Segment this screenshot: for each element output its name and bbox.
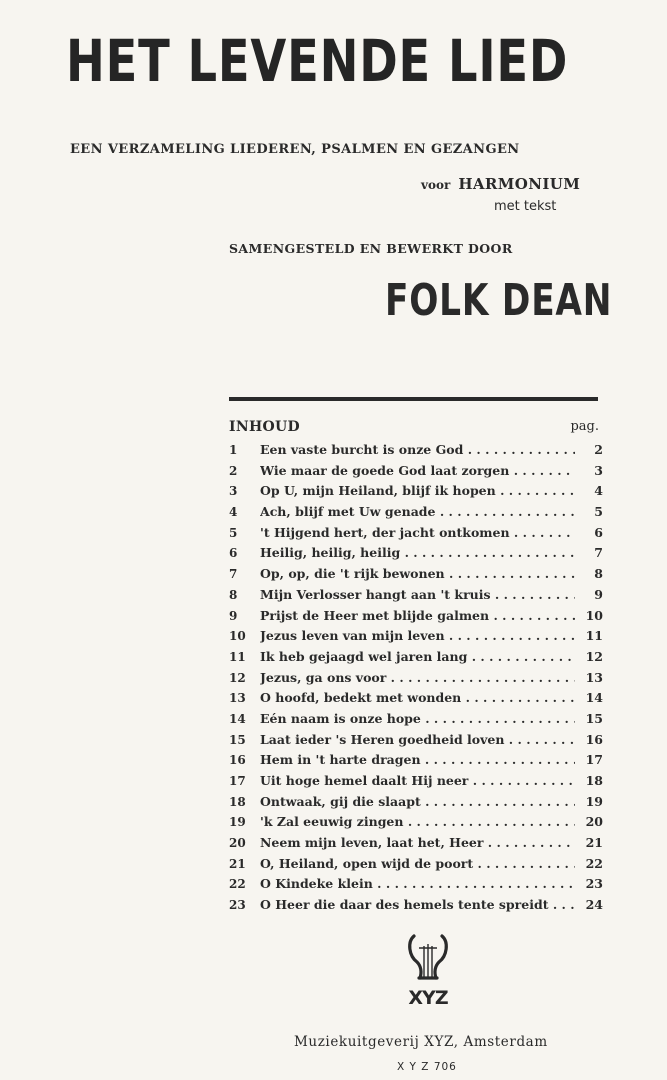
toc-item-title: Op, op, die 't rijk bewonen . . . — [260, 566, 575, 581]
toc-item-number: 22 — [229, 877, 246, 892]
compiled-by-label: SAMENGESTELD EN BEWERKT DOOR — [229, 241, 513, 256]
toc-item-title: O Heer die daar des hemels tente spreidt . . . — [260, 897, 575, 912]
toc-item-title: O Kindeke klein . . . — [260, 876, 575, 891]
toc-item-page: 24 — [575, 897, 603, 912]
toc-item-page: 6 — [575, 525, 603, 540]
toc-item-page: 18 — [575, 773, 603, 788]
toc-item — [229, 442, 603, 463]
toc-item-number: 20 — [229, 836, 246, 851]
toc-item-title: Jezus, ga ons voor . . . — [260, 670, 575, 685]
toc-item-number: 13 — [229, 691, 246, 706]
toc-item-number: 5 — [229, 525, 238, 540]
toc-item-title: Ach, blijf met Uw genade . . . — [260, 504, 575, 519]
toc-item-page: 13 — [575, 670, 603, 685]
instrument-line — [421, 174, 580, 193]
toc-item — [229, 566, 603, 587]
toc-item — [229, 835, 603, 856]
toc-item-title: 'k Zal eeuwig zingen . . . — [260, 814, 575, 829]
toc-item-number: 3 — [229, 484, 238, 499]
toc-item-page: 9 — [575, 587, 603, 602]
page-title: HET LEVENDE LIED — [66, 27, 569, 95]
toc-item — [229, 690, 603, 711]
toc-title: INHOUD — [229, 419, 300, 435]
toc-item — [229, 483, 603, 504]
author-name: FOLK DEAN — [385, 275, 613, 326]
toc-item — [229, 587, 603, 608]
toc-item-number: 17 — [229, 774, 246, 788]
toc-item — [229, 856, 603, 877]
toc-item-page: 4 — [575, 483, 603, 498]
toc-item-number: 10 — [229, 629, 246, 644]
toc-item-title: Uit hoge hemel daalt Hij neer . . . — [260, 773, 575, 788]
toc-item — [229, 628, 603, 649]
toc-item-page: 21 — [575, 835, 603, 850]
toc-item-page: 23 — [575, 876, 603, 891]
lyre-icon — [405, 932, 451, 1012]
toc-item — [229, 897, 603, 918]
toc-item-number: 7 — [229, 567, 238, 582]
voor-label: voor — [421, 178, 451, 192]
toc-list — [229, 442, 603, 918]
toc-item-page: 22 — [575, 856, 603, 871]
toc-item-page: 3 — [575, 463, 603, 478]
toc-item — [229, 649, 603, 670]
toc-item-number: 6 — [229, 546, 238, 561]
toc-item-number: 14 — [229, 711, 246, 726]
toc-item-title: Eén naam is onze hope . . . — [260, 711, 575, 726]
toc-divider — [229, 397, 598, 401]
toc-item-number: 18 — [229, 794, 246, 809]
toc-item-number: 19 — [229, 815, 246, 830]
toc-item-page: 19 — [575, 794, 603, 809]
toc-item-page: 17 — [575, 752, 603, 767]
toc-item — [229, 504, 603, 525]
toc-item-page: 5 — [575, 504, 603, 519]
toc-item-page: 12 — [575, 649, 603, 664]
toc-item-title: Op U, mijn Heiland, blijf ik hopen . . . — [260, 483, 575, 498]
toc-item — [229, 876, 603, 897]
toc-item-page: 11 — [575, 628, 603, 643]
toc-item-number: 15 — [229, 732, 246, 747]
toc-item-title: 't Hijgend hert, der jacht ontkomen . . . — [260, 525, 575, 540]
toc-item — [229, 752, 603, 773]
toc-item-page: 20 — [575, 814, 603, 829]
toc-item-page: 2 — [575, 442, 603, 457]
toc-item-page: 10 — [575, 608, 603, 623]
toc-item-number: 4 — [229, 505, 238, 520]
toc-item — [229, 525, 603, 546]
toc-item-title: Heilig, heilig, heilig . . . — [260, 545, 575, 560]
toc-item — [229, 814, 603, 835]
toc-item-title: O hoofd, bedekt met wonden . . . — [260, 690, 575, 705]
toc-item — [229, 670, 603, 691]
toc-item-number: 9 — [229, 608, 238, 623]
toc-item-title: O, Heiland, open wijd de poort . . . — [260, 856, 575, 871]
toc-item-title: Prijst de Heer met blijde galmen . . . — [260, 608, 575, 623]
toc-page-label: pag. — [570, 419, 599, 434]
instrument-name: HARMONIUM — [458, 175, 581, 193]
toc-item-title: Jezus leven van mijn leven . . . — [260, 628, 575, 643]
toc-item-page: 15 — [575, 711, 603, 726]
publisher: Muziekuitgeverij XYZ, Amsterdam — [294, 1034, 548, 1050]
met-tekst-label: met tekst — [494, 199, 557, 214]
toc-item-title: Laat ieder 's Heren goedheid loven . . . — [260, 732, 575, 747]
toc-item-number: 1 — [229, 443, 238, 457]
toc-item-number: 11 — [229, 649, 246, 664]
toc-item — [229, 463, 603, 484]
toc-item — [229, 732, 603, 753]
toc-item-number: 12 — [229, 670, 246, 685]
toc-item-page: 7 — [575, 545, 603, 560]
toc-item-title: Neem mijn leven, laat het, Heer . . . — [260, 835, 575, 850]
toc-item-number: 21 — [229, 856, 246, 871]
toc-item-number: 2 — [229, 463, 238, 478]
toc-item-page: 8 — [575, 566, 603, 581]
toc-item — [229, 773, 603, 794]
toc-item — [229, 711, 603, 732]
toc-item-title: Wie maar de goede God laat zorgen . . . — [260, 463, 575, 478]
toc-item-title: Een vaste burcht is onze God . . . — [260, 442, 575, 457]
toc-header — [229, 419, 599, 439]
toc-item-page: 16 — [575, 732, 603, 747]
toc-item-title: Mijn Verlosser hangt aan 't kruis . . . — [260, 587, 575, 602]
toc-item-page: 14 — [575, 690, 603, 705]
subtitle: EEN VERZAMELING LIEDEREN, PSALMEN EN GEZANGEN — [70, 142, 520, 157]
toc-item-title: Ontwaak, gij die slaapt . . . — [260, 794, 575, 809]
toc-item — [229, 608, 603, 629]
toc-item-number: 8 — [229, 587, 238, 602]
toc-item-title: Hem in 't harte dragen . . . — [260, 752, 575, 767]
catalog-number: X Y Z 706 — [397, 1061, 457, 1073]
logo-text: XYZ — [408, 987, 448, 1009]
toc-item-number: 16 — [229, 753, 246, 768]
toc-item-number: 23 — [229, 898, 246, 913]
toc-item-title: Ik heb gejaagd wel jaren lang . . . — [260, 649, 575, 664]
toc-item — [229, 794, 603, 815]
toc-item — [229, 545, 603, 566]
